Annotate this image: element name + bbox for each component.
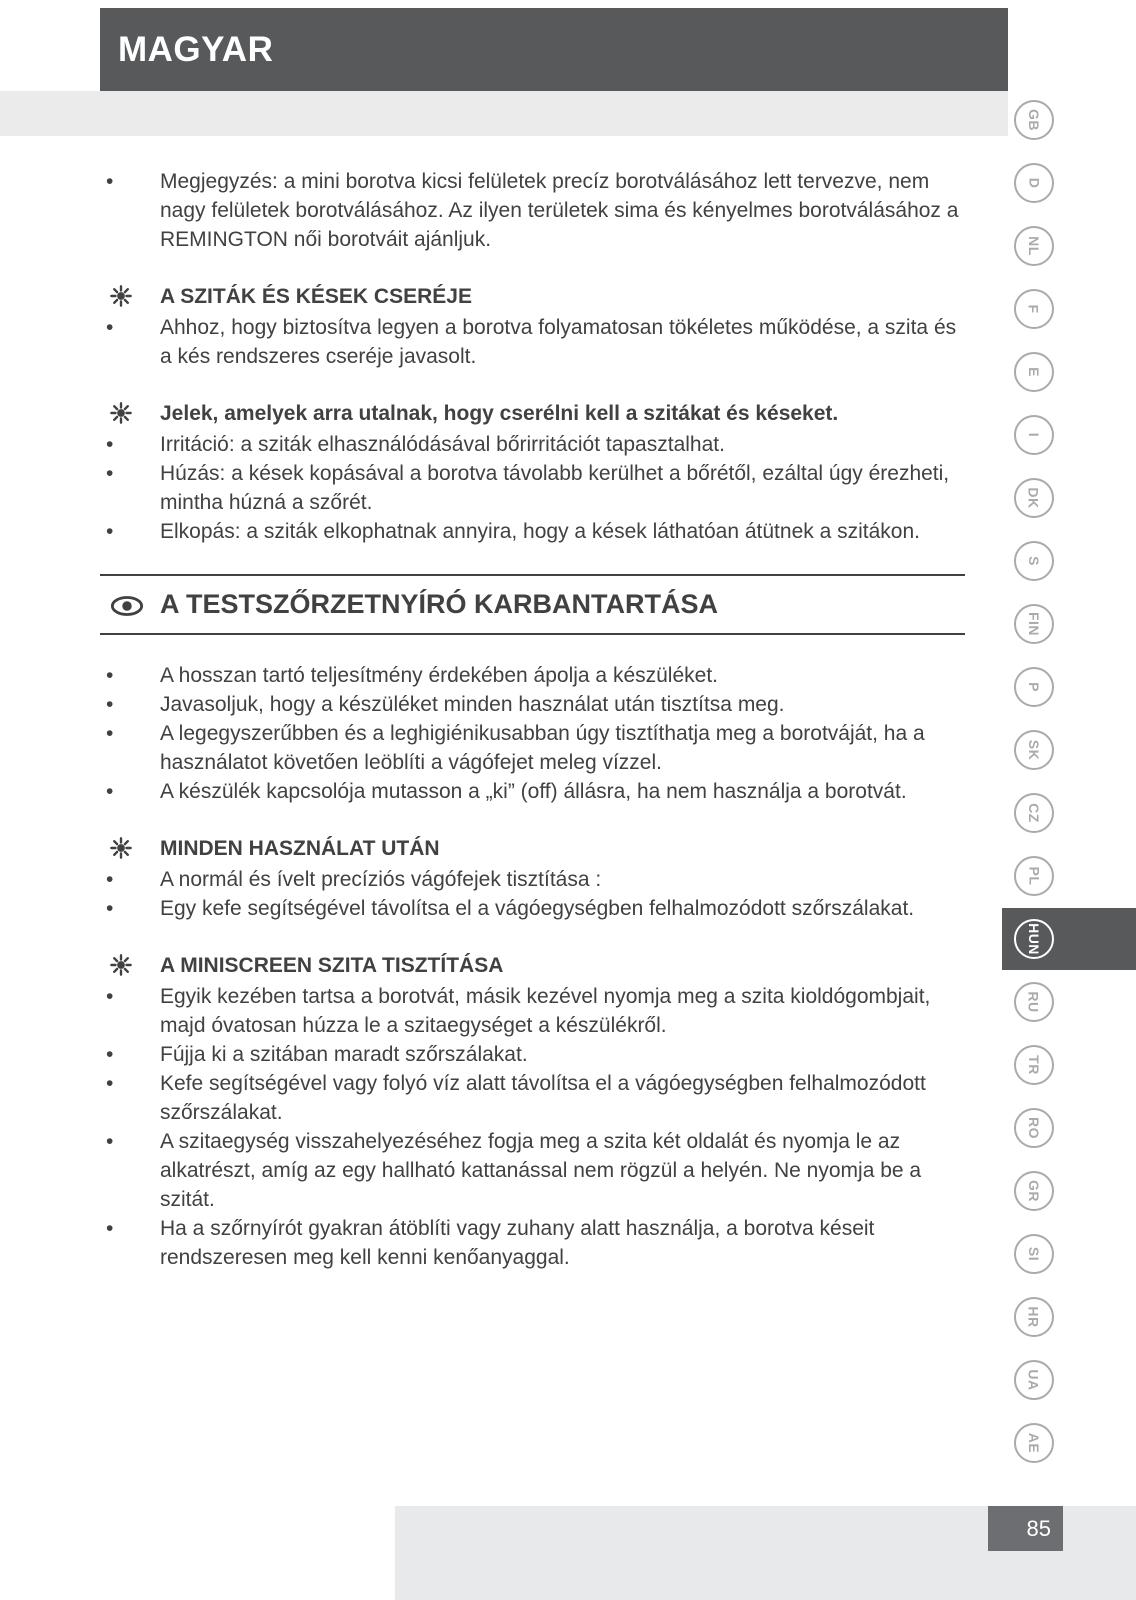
page-number: 85: [1026, 1515, 1051, 1541]
bullet-group: [100, 313, 965, 371]
sidebar-lang-p: [1014, 667, 1054, 707]
section-heading-text: MINDEN HASZNÁLAT UTÁN: [160, 837, 440, 860]
header-bar: [100, 8, 1008, 91]
lang-label: DK: [1025, 487, 1042, 509]
bullet-marker: •: [106, 520, 114, 543]
bullet-text: Egyik kezében tartsa a borotvát, másik kezével nyomja meg a szita kioldógombjait, majd óvatosan húzza le a szitaegységet a készülékről.: [160, 985, 931, 1037]
lang-label: RU: [1025, 991, 1042, 1013]
bullet-text: Húzás: a kések kopásával a borotva távolabb kerülhet a bőrétől, ezáltal úgy érezheti, mintha húzná a szőrét.: [160, 462, 950, 514]
sidebar-lang-nl: [1014, 226, 1054, 266]
sidebar-lang-gb: [1014, 100, 1054, 140]
sidebar-lang-d: [1014, 163, 1054, 203]
bullet-marker: •: [106, 664, 114, 687]
lang-label: FIN: [1026, 611, 1042, 637]
sidebar-lang-pl: [1014, 856, 1054, 896]
section-heading-text: A SZITÁK ÉS KÉSEK CSERÉJE: [160, 285, 472, 308]
lang-label: GB: [1026, 109, 1042, 131]
sun-star-icon: [100, 834, 160, 859]
maintenance-heading-text: A TESTSZŐRZETNYÍRÓ KARBANTARTÁSA: [160, 589, 718, 619]
lang-label: UA: [1025, 1369, 1042, 1391]
sidebar-lang-e: [1014, 352, 1054, 392]
bullet-marker: •: [106, 722, 114, 745]
lang-label: SI: [1025, 1246, 1042, 1262]
lang-label: AE: [1025, 1432, 1042, 1454]
lang-label: P: [1026, 682, 1042, 692]
bullet-text: Ahhoz, hogy biztosítva legyen a borotva folyamatosan tökéletes működése, a szita és a kés rendszeres cseréje javasolt.: [160, 316, 957, 368]
list-item: [100, 459, 965, 517]
lang-label: TR: [1025, 1055, 1042, 1075]
bullet-text: Egy kefe segítségével távolítsa el a vágóegységben felhalmozódott szőrszálakat.: [160, 897, 915, 920]
bullet-marker: •: [106, 1072, 114, 1095]
sidebar-lang-ro: [1014, 1108, 1054, 1148]
lang-label: F: [1026, 304, 1042, 314]
lang-label: HUN: [1026, 923, 1042, 955]
sidebar-lang-hun-active: [1014, 919, 1054, 959]
list-item: [100, 690, 965, 719]
bullet-marker: •: [106, 897, 114, 920]
list-item: [100, 865, 965, 894]
bullet-text: Irritáció: a sziták elhasználódásával bőrirritációt tapasztalhat.: [160, 433, 725, 456]
bullet-text: A hosszan tartó teljesítmény érdekében ápolja a készüléket.: [160, 664, 718, 687]
lang-label: SK: [1025, 739, 1042, 761]
page-number-box: [988, 1506, 1063, 1551]
bullet-text: A legegyszerűbben és a leghigiénikusabban úgy tisztíthatja meg a borotváját, ha a használatot követően leöblíti a vágófejet meleg vízzel.: [160, 722, 925, 774]
bullet-marker: •: [106, 433, 114, 456]
sidebar-lang-ru: [1014, 982, 1054, 1022]
sidebar-lang-ae: [1014, 1423, 1054, 1463]
bullet-text: Javasoljuk, hogy a készüléket minden használat után tisztítsa meg.: [160, 693, 785, 716]
sun-star-icon: [100, 951, 160, 976]
list-item: [100, 1127, 965, 1214]
bullet-marker: •: [106, 1043, 114, 1066]
sidebar-lang-hr: [1014, 1297, 1054, 1337]
sidebar-lang-s: [1014, 541, 1054, 581]
section-heading-text: Jelek, amelyek arra utalnak, hogy cserélni kell a szitákat és késeket.: [160, 402, 839, 425]
bullet-group: [100, 661, 965, 806]
list-item: [100, 1214, 965, 1272]
bullet-group: [100, 167, 965, 254]
list-item: [100, 1040, 965, 1069]
sidebar-lang-tr: [1014, 1045, 1054, 1085]
bullet-text: A szitaegység visszahelyezéséhez fogja meg a szita két oldalát és nyomja le az alkatrészt, amíg az egy hallható kattanással nem rögzül a helyén. Ne nyomja be a szitát.: [160, 1130, 922, 1211]
header-substrip: [0, 91, 1008, 136]
sidebar-lang-sk: [1014, 730, 1054, 770]
lang-label: RO: [1026, 1117, 1042, 1139]
bullet-marker: •: [106, 780, 114, 803]
bullet-marker: •: [106, 868, 114, 891]
section-heading: [100, 399, 965, 428]
section-heading: [100, 282, 965, 311]
bullet-text: Kefe segítségével vagy folyó víz alatt távolítsa el a vágóegységben felhalmozódott szőrszálakat.: [160, 1072, 926, 1124]
bullet-marker: •: [106, 170, 114, 193]
bullet-marker: •: [106, 693, 114, 716]
lang-label: GR: [1026, 1180, 1042, 1202]
bullet-text: Megjegyzés: a mini borotva kicsi felületek precíz borotválásához lett tervezve, nem nagy felületek borotválásához. Az ilyen területek sima és kényelmes borotválásához a REMINGTON női borotváit ajánljuk.: [160, 170, 959, 251]
bullet-group: [100, 865, 965, 923]
language-sidebar: [1014, 100, 1054, 1463]
lang-label: E: [1026, 367, 1042, 377]
sidebar-lang-si: [1014, 1234, 1054, 1274]
list-item: [100, 777, 965, 806]
list-item: [100, 661, 965, 690]
sidebar-lang-cz: [1014, 793, 1054, 833]
bullet-text: A készülék kapcsolója mutasson a „ki” (off) állásra, ha nem használja a borotvát.: [160, 780, 907, 803]
list-item: [100, 313, 965, 371]
list-item: [100, 1069, 965, 1127]
bullet-marker: •: [106, 316, 114, 339]
lang-label: D: [1026, 177, 1042, 189]
bullet-text: Fújja ki a szitában maradt szőrszálakat.: [160, 1043, 528, 1066]
list-item: [100, 719, 965, 777]
section-heading: [100, 951, 965, 980]
sun-star-icon: [100, 282, 160, 307]
lang-label: HR: [1025, 1306, 1042, 1328]
lang-label: S: [1026, 556, 1042, 566]
list-item: [100, 982, 965, 1040]
bullet-text: Elkopás: a sziták elkophatnak annyira, hogy a kések láthatóan átütnek a szitákon.: [160, 520, 920, 543]
bullet-marker: •: [106, 985, 114, 1008]
bullet-text: A normál és ívelt precíziós vágófejek tisztítása :: [160, 868, 602, 891]
sun-star-icon: [100, 399, 160, 424]
bullet-marker: •: [106, 1217, 114, 1240]
eye-icon: [100, 591, 160, 617]
body-content: [100, 167, 965, 1300]
lang-label: I: [1025, 432, 1042, 438]
sidebar-lang-i: [1014, 415, 1054, 455]
bullet-marker: •: [106, 1130, 114, 1153]
section-heading-text: A MINISCREEN SZITA TISZTÍTÁSA: [160, 954, 504, 977]
list-item: [100, 894, 965, 923]
lang-label: PL: [1025, 866, 1042, 886]
sidebar-lang-f: [1014, 289, 1054, 329]
sidebar-lang-gr: [1014, 1171, 1054, 1211]
lang-label: NL: [1025, 236, 1042, 256]
section-heading: [100, 834, 965, 863]
bullet-group: [100, 982, 965, 1272]
lang-label: CZ: [1025, 803, 1042, 823]
sidebar-lang-ua: [1014, 1360, 1054, 1400]
page-title: MAGYAR: [118, 29, 274, 69]
sidebar-lang-dk: [1014, 478, 1054, 518]
list-item: [100, 430, 965, 459]
bullet-group: [100, 430, 965, 546]
bullet-marker: •: [106, 462, 114, 485]
maintenance-section-heading: [100, 574, 965, 635]
list-item: [100, 517, 965, 546]
bullet-text: Ha a szőrnyírót gyakran átöblíti vagy zuhany alatt használja, a borotva késeit rendszeresen meg kell kenni kenőanyaggal.: [160, 1217, 875, 1269]
sidebar-lang-fin: [1014, 604, 1054, 644]
list-item: [100, 167, 965, 254]
